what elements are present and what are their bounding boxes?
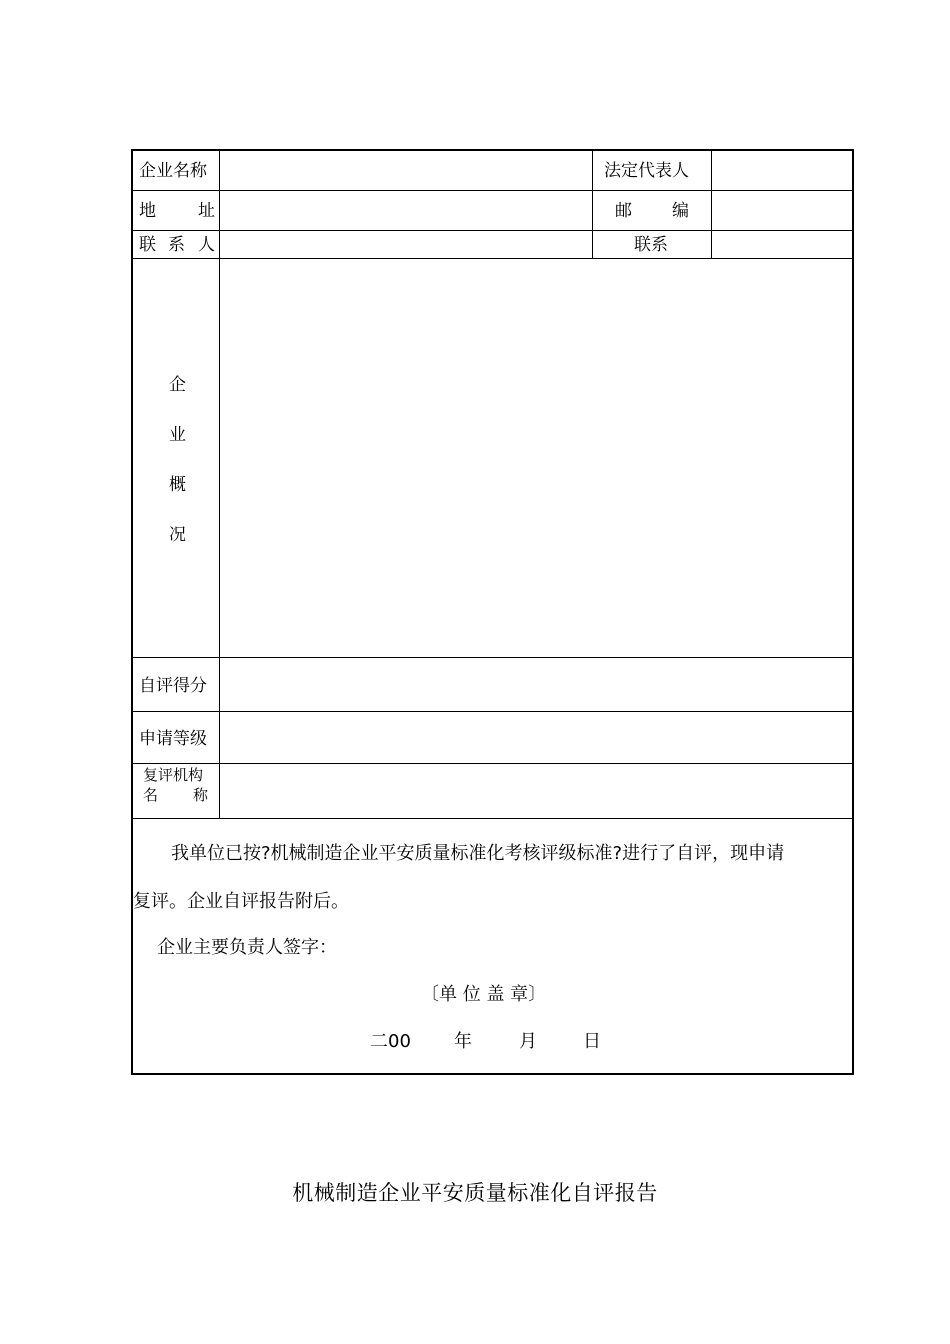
review-org-label-line1: 复评机构: [143, 766, 204, 784]
date-day-label: 日: [583, 1031, 601, 1052]
review-org-label-char: 称: [193, 786, 209, 804]
contact-person-label-char: 联: [139, 235, 156, 255]
contact-phone-label: 联系: [634, 235, 668, 255]
postcode-field[interactable]: [712, 191, 852, 230]
overview-label-char: 企: [169, 375, 186, 395]
review-org-label-char: 名: [143, 786, 159, 804]
statement-line-1: 我单位已按?机械制造企业平安质量标准化考核评级标准?进行了自评，现申请: [171, 843, 785, 864]
overview-label-char: 业: [169, 425, 186, 445]
contact-person-label-char: 人: [198, 235, 215, 255]
self-score-field[interactable]: [220, 658, 852, 711]
signature-label: 企业主要负责人签字：: [157, 937, 337, 958]
apply-grade-label: 申请等级: [139, 729, 207, 749]
company-overview-field[interactable]: [220, 259, 852, 657]
company-name-field[interactable]: [220, 151, 592, 190]
company-name-label: 企业名称: [139, 161, 207, 181]
postcode-label-char: 编: [672, 201, 689, 221]
date-year-label: 年: [454, 1031, 472, 1052]
review-org-field[interactable]: [220, 764, 852, 818]
address-label-char: 地: [139, 201, 156, 221]
report-title: 机械制造企业平安质量标准化自评报告: [292, 1181, 658, 1205]
self-score-label: 自评得分: [139, 676, 207, 696]
column-divider: [592, 151, 593, 258]
address-label-char: 址: [198, 201, 215, 221]
date-prefix: 二00: [370, 1031, 411, 1052]
application-form-table: [131, 149, 854, 1075]
contact-person-field[interactable]: [220, 231, 592, 258]
address-field[interactable]: [220, 191, 592, 230]
contact-phone-field[interactable]: [712, 231, 852, 258]
overview-label-char: 概: [169, 475, 186, 495]
postcode-label-char: 邮: [615, 201, 632, 221]
legal-representative-field[interactable]: [712, 151, 852, 190]
row-divider: [133, 818, 852, 819]
date-month-label: 月: [519, 1031, 537, 1052]
contact-person-label-char: 系: [168, 235, 185, 255]
signature-field[interactable]: [343, 931, 643, 961]
statement-line-2: 复评。企业自评报告附后。: [133, 891, 349, 912]
overview-label-char: 况: [169, 525, 186, 545]
apply-grade-field[interactable]: [220, 712, 852, 763]
legal-representative-label: 法定代表人: [604, 161, 689, 181]
company-seal-text: 〔单 位 盖 章〕: [421, 984, 547, 1005]
